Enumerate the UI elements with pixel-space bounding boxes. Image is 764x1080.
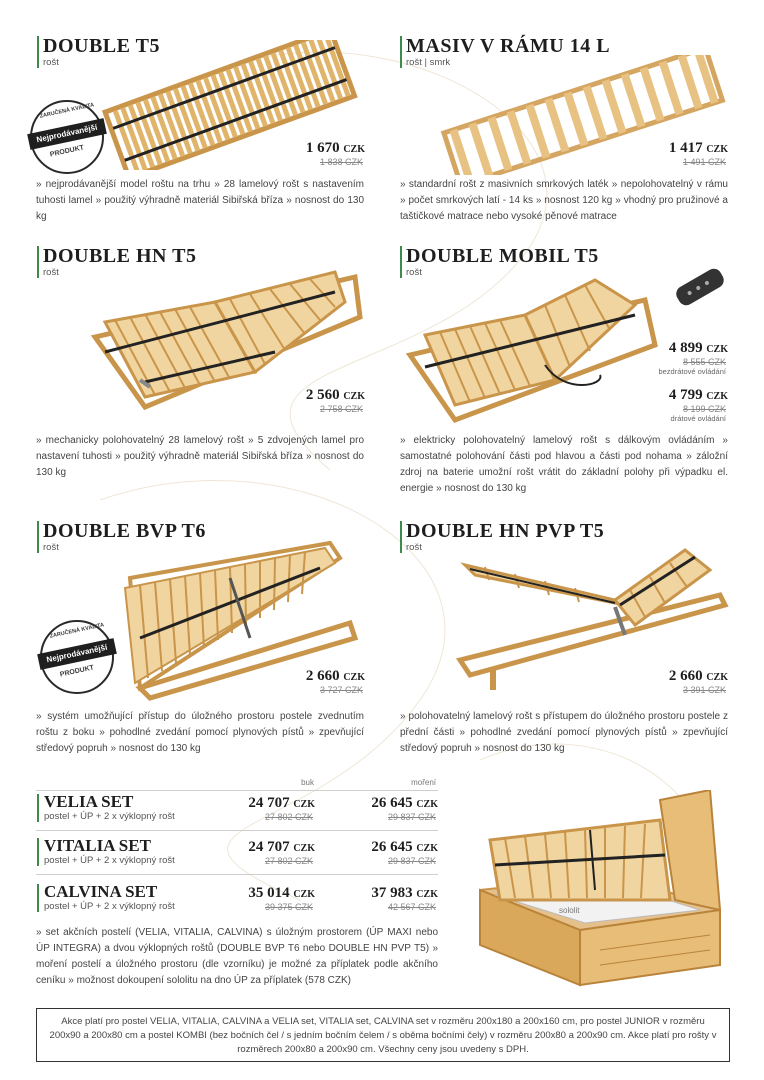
accent-bar [37, 794, 39, 822]
price-note: bezdrátové ovládání [658, 367, 726, 376]
set-old-price-buk: 39 375 CZK [264, 902, 313, 912]
set-price-moreni: 26 645 CZK [371, 839, 438, 855]
badge-ribbon-text: Nejprodávanější [27, 118, 107, 150]
old-price: 3 391 CZK [682, 685, 726, 695]
product-description: » systém umožňující přístup do úložného prostoru postele zvednutím roštu z boku » pohodlné zvedání pomocí plynových pístů » zpevňující středový popruh » nosnost do 130 kg [36, 711, 364, 754]
divider [36, 830, 438, 831]
set-old-price-buk: 27 802 CZK [264, 812, 313, 822]
old-price-secondary: 8 199 CZK [682, 404, 726, 414]
product-description: » mechanicky polohovatelný 28 lamelový rošt » 5 zdvojených lamel pro nastavení tuhosti » použitý výhradně materiál Sibiřská bříza » nosnost do 130 kg [36, 435, 364, 478]
set-price-moreni: 26 645 CZK [371, 795, 438, 811]
set-old-price-moreni: 29 837 CZK [387, 856, 436, 866]
product-title: MASIV V RÁMU 14 L [406, 35, 611, 57]
product-title: DOUBLE MOBIL T5 [406, 245, 599, 267]
product-subtitle: rošt [43, 542, 59, 553]
bestseller-badge [30, 100, 104, 174]
product-subtitle: rošt | smrk [406, 57, 451, 68]
old-price: 3 727 CZK [319, 685, 363, 695]
product-subtitle: rošt [406, 542, 422, 553]
set-title: CALVINA SET [44, 882, 158, 901]
old-price: 1 491 CZK [682, 157, 726, 167]
price: 4 899 CZK [668, 340, 728, 356]
accent-bar [37, 246, 39, 278]
set-price-buk: 24 707 CZK [248, 839, 315, 855]
product-subtitle: rošt [406, 267, 422, 278]
set-subtitle: postel + ÚP + 2 x výklopný rošt [44, 901, 175, 912]
old-price: 2 758 CZK [319, 404, 363, 414]
product-description: » nejprodávanější model roštu na trhu » 28 lamelový rošt s nastavením tuhosti lamel » použitý výhradně materiál Sibiřská bříza » nosnost do 130 kg [36, 179, 364, 222]
badge-top-text: ZARUČENÁ KVALITA [49, 622, 105, 640]
set-price-buk: 35 014 CZK [248, 885, 315, 901]
set-old-price-moreni: 42 567 CZK [387, 902, 436, 912]
price: 1 417 CZK [668, 140, 728, 156]
remote-control-icon [670, 262, 730, 312]
price: 1 670 CZK [305, 140, 365, 156]
set-old-price-buk: 27 802 CZK [264, 856, 313, 866]
accent-bar [400, 36, 402, 68]
product-subtitle: rošt [43, 57, 59, 68]
badge-ribbon-text: Nejprodávanější [37, 638, 117, 670]
badge-bottom-text: PRODUKT [59, 664, 95, 679]
old-price: 8 555 CZK [682, 357, 726, 367]
divider [36, 790, 438, 791]
product-image-bed-with-storage [470, 790, 732, 1002]
product-title: DOUBLE HN PVP T5 [406, 520, 605, 542]
product-title: DOUBLE BVP T6 [43, 520, 206, 542]
set-subtitle: postel + ÚP + 2 x výklopný rošt [44, 855, 175, 866]
product-title: DOUBLE HN T5 [43, 245, 197, 267]
footer-note: Akce platí pro postel VELIA, VITALIA, CALVINA a VELIA set, VITALIA set, CALVINA set v rozměru 200x180 a 200x160 cm, pro postel JUNIOR v rozměru 200x90 a 200x80 cm a postel KOMBI (bez bočních čel / s jedním bočním čelem / s oběma bočními čely) v rozměru 200x80 a 200x90 cm. Akce platí pro rošty v rozměrech 200x80 a 200x90 cm. Všechny ceny jsou uvedeny s DPH. [36, 1008, 730, 1062]
product-description: » standardní rošt z masivních smrkových laték » nepolohovatelný v rámu » počet smrkových latí - 14 ks » nosnost 120 kg » vhodný pro pružinové a taštičkové matrace nebo vysoké pěnové matrace [400, 179, 728, 222]
old-price: 1 838 CZK [319, 157, 363, 167]
sololit-label: sololit [559, 906, 580, 915]
column-header-buk: buk [301, 778, 314, 787]
set-old-price-moreni: 29 837 CZK [387, 812, 436, 822]
set-title: VELIA SET [44, 792, 134, 811]
bestseller-badge [40, 620, 114, 694]
divider [36, 874, 438, 875]
price-note-secondary: drátové ovládání [670, 414, 726, 423]
badge-bottom-text: PRODUKT [49, 144, 85, 159]
product-title: DOUBLE T5 [43, 35, 160, 57]
price: 2 660 CZK [668, 668, 728, 684]
set-price-buk: 24 707 CZK [248, 795, 315, 811]
set-subtitle: postel + ÚP + 2 x výklopný rošt [44, 811, 175, 822]
accent-bar [37, 884, 39, 912]
price: 2 560 CZK [305, 387, 365, 403]
product-description: » polohovatelný lamelový rošt s přístupem do úložného prostoru postele z přední části » pohodlné zvedání pomocí plynových pístů » zpevňující středový popruh » nosnost do 130 kg [400, 711, 728, 754]
price: 2 660 CZK [305, 668, 365, 684]
badge-top-text: ZARUČENÁ KVALITA [39, 102, 95, 120]
column-header-moreni: moření [411, 778, 436, 787]
set-title: VITALIA SET [44, 836, 151, 855]
accent-bar [37, 521, 39, 553]
product-subtitle: rošt [43, 267, 59, 278]
price-secondary: 4 799 CZK [668, 387, 728, 403]
accent-bar [400, 246, 402, 278]
accent-bar [400, 521, 402, 553]
accent-bar [37, 838, 39, 866]
sets-description: » set akčních postelí (VELIA, VITALIA, CALVINA) s úložným prostorem (ÚP MAXI nebo ÚP INTEGRA) a dvou výklopných roštů (DOUBLE BVP T6 nebo DOUBLE HN PVP T5) » moření postelí a úložného prostoru (dle vzorníku) je možné za příplatek podle akčního ceníku » možnost dokoupení sololitu na dno ÚP za příplatek (578 CZK) [36, 927, 438, 986]
accent-bar [37, 36, 39, 68]
set-price-moreni: 37 983 CZK [371, 885, 438, 901]
product-description: » elektricky polohovatelný lamelový rošt s dálkovým ovládáním » samostatné polohování části pod hlavou a části pod nohama » záložní zdroj na baterie umožní rošt vrátit do základní polohy při výpadku el. energie » nosnost do 130 kg [400, 435, 728, 494]
